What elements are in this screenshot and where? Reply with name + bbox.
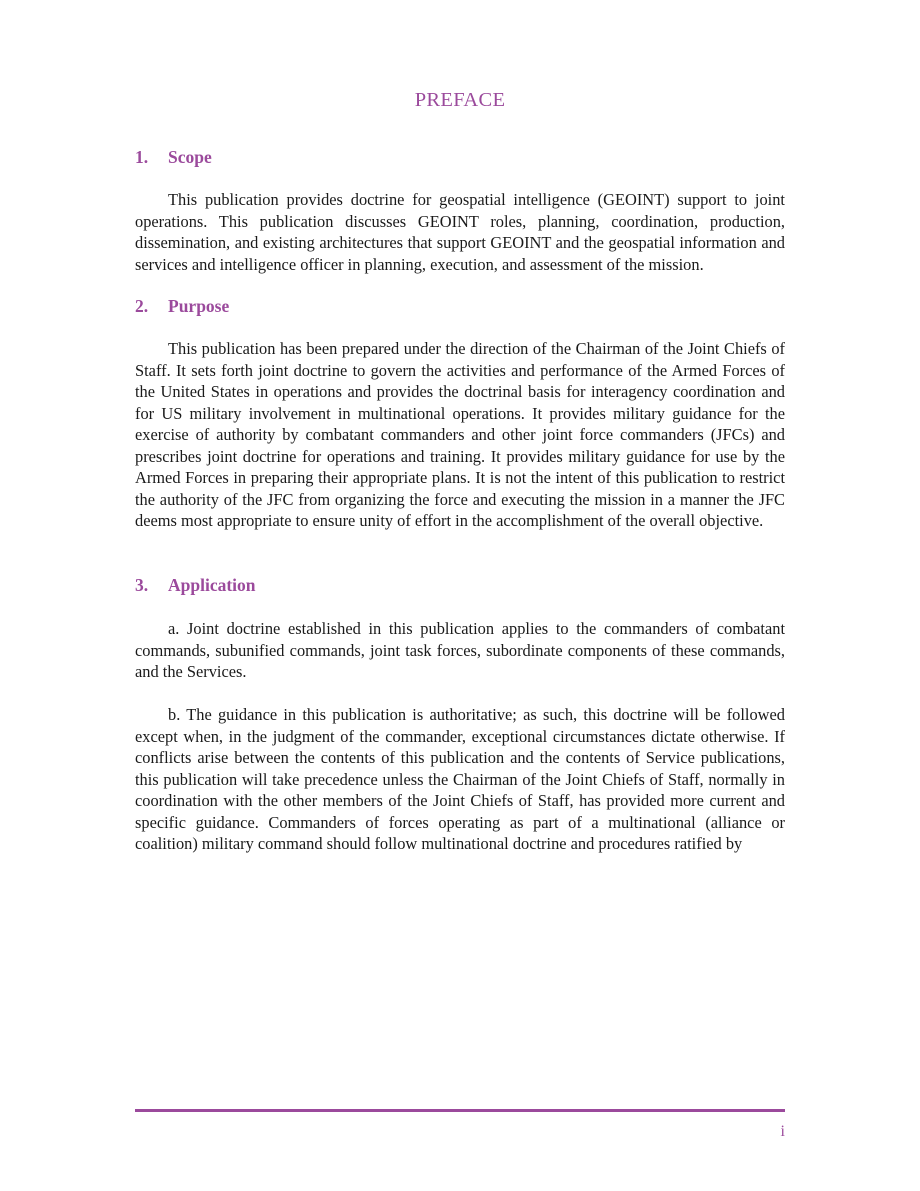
section-heading-application — [135, 575, 256, 596]
paragraph-purpose: This publication has been prepared under the direction of the Chairman of the Joint Chiefs of Staff. It sets forth joint doctrine to govern the activities and performance of the Armed Forces of the United States in operations and provides the doctrinal basis for interagency coordination and for US military involvement in multinational operations. It provides military guidance for the exercise of authority by combatant commanders and other joint force commanders (JFCs) and prescribes joint doctrine for operations and training. It provides military guidance for use by the Armed Forces in preparing their appropriate plans. It is not the intent of this publication to restrict the authority of the JFC from organizing the force and executing the mission in a manner the JFC deems most appropriate to ensure unity of effort in the accomplishment of the overall objective. — [135, 339, 785, 530]
section-number: 1. — [135, 147, 149, 167]
footer-rule — [135, 1109, 785, 1112]
section-title: Scope — [168, 147, 212, 167]
section-title: Purpose — [168, 296, 230, 316]
section-title: Application — [168, 575, 256, 595]
paragraph-scope: This publication provides doctrine for geospatial intelligence (GEOINT) support to joint operations. This publication discusses GEOINT roles, planning, coordination, production, dissemination, and existing architectures that support GEOINT and the geospatial information and services and intelligence officer in planning, execution, and assessment of the mission. — [135, 190, 785, 274]
section-number: 3. — [135, 575, 149, 595]
section-number: 2. — [135, 296, 149, 316]
paragraph-application-b: b. The guidance in this publication is authoritative; as such, this doctrine will be followed except when, in the judgment of the commander, exceptional circumstances dictate otherwise. If conflicts arise between the contents of this publication and the contents of Service publications, this publication will take precedence unless the Chairman of the Joint Chiefs of Staff, normally in coordination with the other members of the Joint Chiefs of Staff, has provided more current and specific guidance. Commanders of forces operating as part of a multinational (alliance or coalition) military command should follow multinational doctrine and procedures ratified by — [135, 705, 785, 853]
section-heading-scope — [135, 147, 212, 168]
section-heading-purpose — [135, 296, 229, 317]
page-number: i — [780, 1123, 785, 1140]
page-title: PREFACE — [414, 89, 506, 111]
paragraph-application-a: a. Joint doctrine established in this publication applies to the commanders of combatant commands, subunified commands, joint task forces, subordinate components of these commands, and the Services. — [135, 619, 785, 681]
